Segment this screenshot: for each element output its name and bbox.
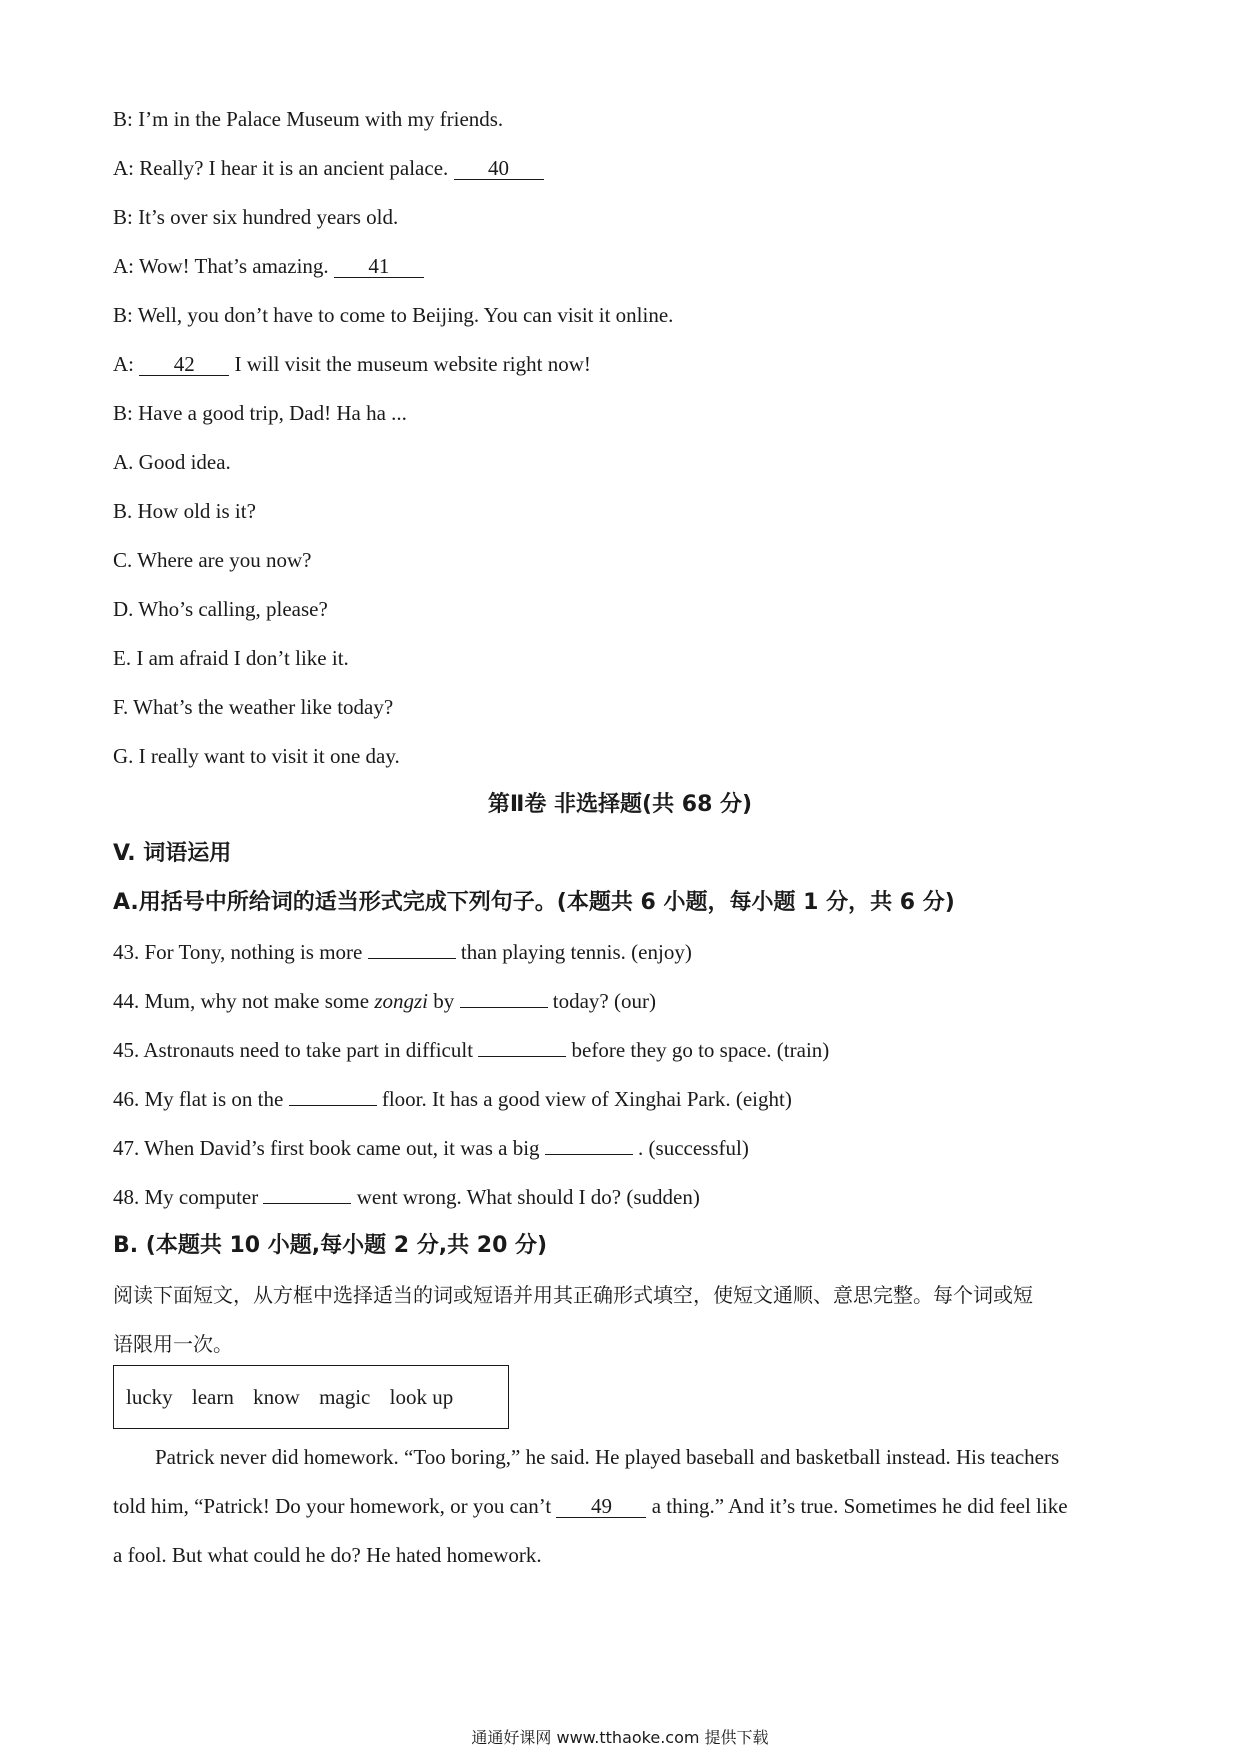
question-text: by <box>428 989 460 1013</box>
passage-line: a fool. But what could he do? He hated homework. <box>113 1543 542 1567</box>
question-text: went wrong. What should I do? (sudden) <box>351 1185 700 1209</box>
word-box-item: magic <box>319 1385 371 1409</box>
dialogue-line <box>113 105 503 133</box>
passage-line: Patrick never did homework. “Too boring,” he said. He played baseball and basketball instead. His teachers <box>155 1445 1060 1469</box>
question-text: floor. It has a good view of Xinghai Park. (eight) <box>376 1087 792 1111</box>
question-46 <box>113 1085 792 1113</box>
dialogue-line <box>113 350 591 378</box>
sectionB-instructions: 阅读下面短文，从方框中选择适当的词或短语并用其正确形式填空，使短文通顺、意思完整。每个词或短 <box>113 1283 1033 1307</box>
question-text: before they go to space. (train) <box>566 1038 830 1062</box>
answer-blank-40: 40 <box>454 157 544 180</box>
passage-text: told him, “Patrick! Do your homework, or you can’t <box>113 1494 557 1518</box>
question-text: 48. My computer <box>113 1185 264 1209</box>
question-text: 47. When David’s first book came out, it was a big <box>113 1136 545 1160</box>
dialogue-text: B: It’s over six hundred years old. <box>113 205 399 229</box>
passage-text: a thing.” And it’s true. Sometimes he did feel like <box>646 1494 1068 1518</box>
answer-blank <box>460 1007 548 1008</box>
dialogue-text: A: <box>113 352 140 376</box>
question-text: . (successful) <box>632 1136 749 1160</box>
question-text: 46. My flat is on the <box>113 1087 289 1111</box>
question-italic-word: zongzi <box>374 989 428 1013</box>
question-text: 45. Astronauts need to take part in difficult <box>113 1038 479 1062</box>
dialogue-text: A: Wow! That’s amazing. <box>113 254 334 278</box>
dialogue-line <box>113 154 544 182</box>
question-text: 43. For Tony, nothing is more <box>113 940 368 964</box>
question-text: today? (our) <box>547 989 656 1013</box>
option-item: A. Good idea. <box>113 450 231 474</box>
answer-blank <box>545 1154 633 1155</box>
option-item: F. What’s the weather like today? <box>113 695 394 719</box>
dialogue-line <box>113 203 398 231</box>
option-item: G. I really want to visit it one day. <box>113 744 400 768</box>
answer-blank-41: 41 <box>334 255 424 278</box>
dialogue-line <box>113 252 424 280</box>
question-47 <box>113 1134 749 1162</box>
answer-blank <box>368 958 456 959</box>
question-text: 44. Mum, why not make some <box>113 989 375 1013</box>
answer-blank <box>478 1056 566 1057</box>
answer-blank <box>289 1105 377 1106</box>
dialogue-text: A: Really? I hear it is an ancient palace. <box>113 156 454 180</box>
answer-blank-49: 49 <box>556 1495 646 1518</box>
question-45 <box>113 1036 829 1064</box>
question-48 <box>113 1183 700 1211</box>
dialogue-text: B: I’m in the Palace Museum with my friends. <box>113 107 504 131</box>
question-43 <box>113 938 692 966</box>
word-box-item: lucky <box>126 1385 173 1409</box>
part2-title: 第Ⅱ卷 非选择题(共 68 分) <box>487 792 753 817</box>
dialogue-line <box>113 301 673 329</box>
section5-title: V. 词语运用 <box>113 841 232 866</box>
word-box-item: look up <box>389 1385 454 1409</box>
sectionA-title: A.用括号中所给词的适当形式完成下列句子。(本题共 6 小题，每小题 1 分，共 6 分) <box>113 890 955 915</box>
word-box <box>113 1365 509 1429</box>
answer-blank-42: 42 <box>139 353 229 376</box>
page-footer: 通通好课网 www.tthaoke.com 提供下载 <box>471 1728 769 1747</box>
dialogue-text: B: Well, you don’t have to come to Beijing. You can visit it online. <box>113 303 674 327</box>
dialogue-line <box>113 399 407 427</box>
dialogue-text: I will visit the museum website right now! <box>229 352 591 376</box>
question-44 <box>113 987 656 1015</box>
option-item: C. Where are you now? <box>113 548 312 572</box>
option-item: D. Who’s calling, please? <box>113 597 328 621</box>
word-box-item: learn <box>191 1385 234 1409</box>
word-box-item: know <box>253 1385 300 1409</box>
option-item: E. I am afraid I don’t like it. <box>113 646 349 670</box>
sectionB-title: B. (本题共 10 小题,每小题 2 分,共 20 分) <box>113 1233 548 1258</box>
question-text: than playing tennis. (enjoy) <box>455 940 692 964</box>
sectionB-instructions: 语限用一次。 <box>113 1332 233 1356</box>
passage-line <box>113 1492 1068 1520</box>
dialogue-text: B: Have a good trip, Dad! Ha ha ... <box>113 401 407 425</box>
answer-blank <box>263 1203 351 1204</box>
option-item: B. How old is it? <box>113 499 256 523</box>
